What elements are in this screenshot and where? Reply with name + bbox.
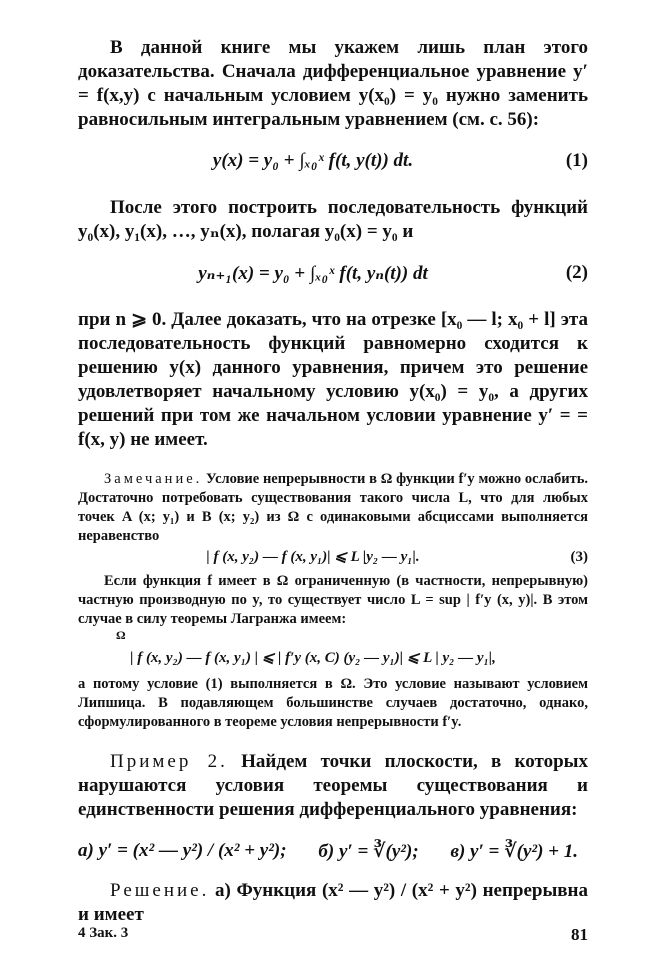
footer-left: 4 Зак. 3 bbox=[78, 925, 129, 941]
equation-3-body: | f (x, y₂) — f (x, y₁)| ⩽ L |y₂ — y₁|. bbox=[206, 549, 420, 565]
case-a: а) y′ = (x² — y²) / (x² + y²); bbox=[78, 840, 287, 861]
page-footer bbox=[78, 925, 588, 942]
equation-2-number: (2) bbox=[565, 262, 588, 283]
remark-text-2: Если функция f имеет в Ω ограниченную (в частности, непрерывную) частную производную по y, то существует число L = sup | f′y (x, y)|. В этом случае в силу теоремы Лагранжа имеем: bbox=[78, 573, 588, 627]
case-b: б) y′ = ∛(y²); bbox=[318, 841, 419, 862]
paragraph-2: После этого построить последовательность функций y₀(x), y₁(x), …, yₙ(x), полагая y₀(x) = y₀ и bbox=[78, 197, 588, 242]
example-title: Пример 2. bbox=[110, 751, 228, 772]
equation-4-body: | f (x, y₂) — f (x, y₁) | ⩽ | f′y (x, C) (y₂ — y₁)| ⩽ L | y₂ — y₁|, bbox=[130, 650, 496, 666]
example-cases bbox=[78, 840, 578, 863]
example-text: Найдем точки плоскости, в которых нарушаются условия теоремы существования и единственности решения дифференциального уравнения: bbox=[78, 751, 588, 820]
case-c: в) y′ = ∛(y²) + 1. bbox=[450, 841, 578, 862]
solution bbox=[78, 879, 588, 927]
remark-body-1: Условие непрерывности в Ω функции f′y можно ослабить. Достаточно потребовать существования такого числа L, что для любых точек A (x; y₁) и B (x; y₂) из Ω с одинаковыми абсциссами выполняется неравенство bbox=[78, 471, 588, 544]
remark-title: Замечание. bbox=[104, 471, 203, 487]
equation-3-number: (3) bbox=[570, 549, 588, 565]
remark-block bbox=[78, 470, 588, 732]
equation-1 bbox=[78, 132, 588, 196]
sup-subscript: Ω bbox=[116, 628, 126, 642]
remark-text-3: а потому условие (1) выполняется в Ω. Это условие называют условием Липшица. В подавляющем большинстве случаев достаточно, однако, сформулированного в теореме условия непрерывности f′y. bbox=[78, 676, 588, 730]
equation-1-number: (1) bbox=[565, 150, 588, 171]
page-number: 81 bbox=[571, 925, 588, 944]
example-2 bbox=[78, 750, 588, 822]
equation-3 bbox=[78, 546, 588, 572]
paragraph-1: В данной книге мы укажем лишь план этого доказательства. Сначала дифференциальное уравнение y′ = f(x,y) с начальным условием y(x₀) = y₀ нужно заменить равносильным интегральным уравнением (см. с. 56): bbox=[78, 37, 588, 130]
equation-2 bbox=[78, 244, 588, 308]
remark-text-1 bbox=[78, 470, 588, 546]
paragraph-3: при n ⩾ 0. Далее доказать, что на отрезке [x₀ — l; x₀ + l] эта последовательность функций равномерно сходится к решению y(x) данного уравнения, причем это решение удовлетворяет начальному условию y(x₀) = y₀, а других решений при том же начальном условии уравнение y′ = = f(x, y) не имеет. bbox=[78, 309, 588, 450]
solution-text: а) Функция (x² — y²) / (x² + y²) непрерывна и имеет bbox=[78, 880, 589, 925]
equation-2-body: yₙ₊₁(x) = y₀ + ∫ₓ₀ˣ f(t, yₙ(t)) dt bbox=[198, 263, 428, 284]
solution-title: Решение. bbox=[110, 880, 210, 901]
equation-1-body: y(x) = y₀ + ∫ₓ₀ˣ f(t, y(t)) dt. bbox=[212, 150, 414, 171]
equation-4 bbox=[78, 641, 588, 675]
